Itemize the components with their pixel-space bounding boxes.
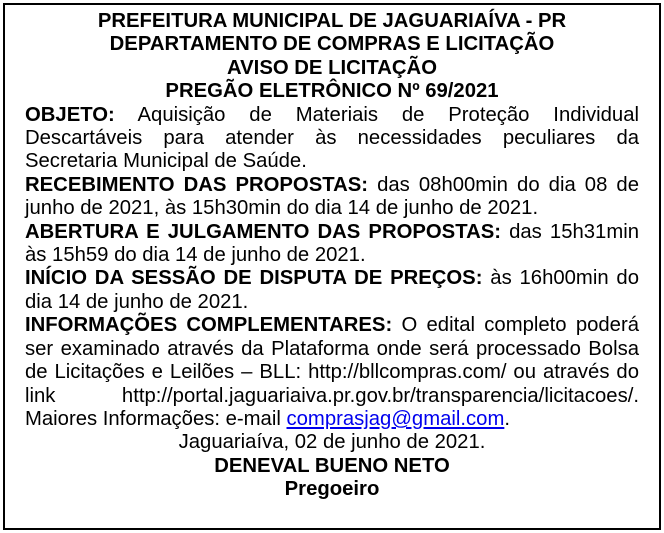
signature-name: DENEVAL BUENO NETO	[214, 454, 450, 477]
section-inicio-text: às 16h00min do dia 14 de junho de 2021.	[25, 267, 639, 313]
section-objeto	[25, 104, 639, 174]
section-recebimento-label: RECEBIMENTO DAS PROPOSTAS:	[25, 173, 369, 196]
section-inicio	[25, 267, 639, 314]
date-line: Jaguariaíva, 02 de junho de 2021.	[178, 431, 486, 454]
section-abertura-text: das 15h31min às 15h59 do dia 14 de junho de 2021.	[25, 220, 640, 267]
section-objeto-text: Aquisição de Materiais de Proteção Individual Descartáveis para atender às necessidades peculiares da Secretaria Municipal de Saúde.	[25, 103, 639, 173]
section-recebimento-text: das 08h00min do dia 08 de junho de 2021, às 15h30min do dia 14 de junho de 2021.	[25, 173, 639, 220]
header-municipality: PREFEITURA MUNICIPAL DE JAGUARIAÍVA - PR	[97, 10, 567, 32]
section-informacoes-text: O edital completo poderá ser examinado através da Plataforma onde será processado Bolsa de Licitações e Leilões – BLL: http://bllcompras.com/ ou através do link http://portal.jaguariaiva.pr.gov.br/transparencia/licitacoes/. Maiores Informações: e-mail	[25, 314, 639, 430]
section-abertura-label: ABERTURA E JULGAMENTO DAS PROPOSTAS:	[25, 220, 502, 243]
section-informacoes-period: .	[504, 407, 510, 430]
header-department: DEPARTAMENTO DE COMPRAS E LICITAÇÃO	[109, 33, 555, 56]
email-link[interactable]: comprasjag@gmail.com	[286, 407, 505, 430]
notice-document	[3, 3, 661, 530]
section-inicio-label: INÍCIO DA SESSÃO DE DISPUTA DE PREÇOS:	[25, 267, 483, 290]
section-abertura	[25, 221, 639, 268]
section-objeto-label: OBJETO:	[25, 103, 115, 126]
section-recebimento	[25, 174, 639, 221]
header-notice-type: AVISO DE LICITAÇÃO	[227, 56, 437, 79]
section-informacoes	[25, 314, 639, 431]
header-auction-number: PREGÃO ELETRÔNICO Nº 69/2021	[165, 80, 499, 103]
section-informacoes-label: INFORMAÇÕES COMPLEMENTARES:	[25, 314, 393, 337]
signature-role: Pregoeiro	[284, 478, 380, 501]
